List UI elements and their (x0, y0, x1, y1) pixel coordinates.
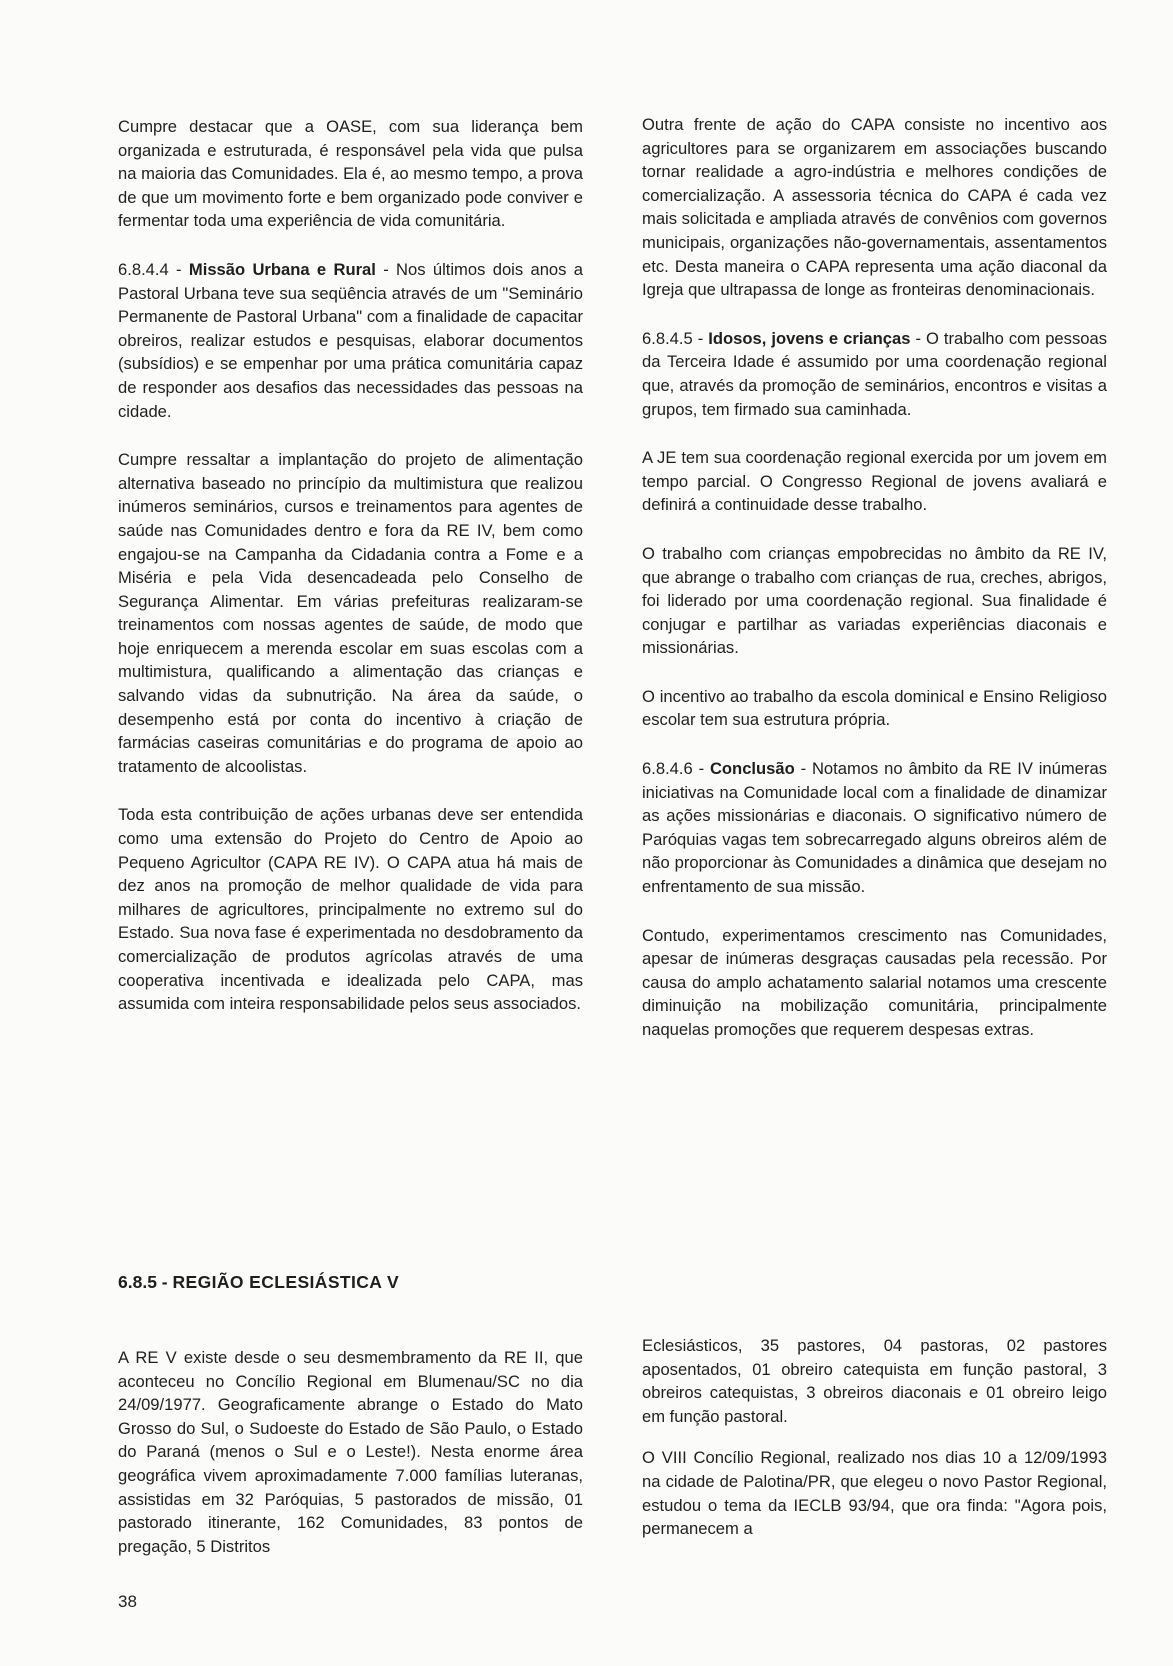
paragraph-conclusao (642, 757, 1107, 899)
left-column-bottom (118, 1346, 583, 1583)
section-text: - Notamos no âmbito da RE IV inúmeras iniciativas na Comunidade local com a finalidade de dinamizar as ações missionárias e diaconais. O significativo número de Paróquias vagas tem sobrecarregado alguns obreiros além de não proporcionar às Comunidades a dinâmica que desejam no enfrentamento de sua missão. (642, 759, 1107, 897)
section-text: - O trabalho com pessoas da Terceira Idade é assumido por uma coordenação regional que, através da promoção de seminários, encontros e visitas a grupos, tem firmado sua caminhada. (642, 328, 1108, 419)
paragraph-re-v-obreiros: Eclesiásticos, 35 pastores, 04 pastoras, 02 pastores aposentados, 01 obreiro catequista em função pastoral, 3 obreiros catequistas, 3 obreiros diaconais e 01 obreiro leigo em função pastoral. (642, 1336, 1107, 1426)
section-title-missao-urbana: Missão Urbana e Rural (188, 259, 376, 279)
section-heading-title: REGIÃO ECLESIÁSTICA V (172, 1272, 400, 1292)
section-number: 6.8.4.5 - (642, 328, 709, 348)
paragraph-capa-frente: Outra frente de ação do CAPA consiste no incentivo aos agricultores para se organizarem em associações buscando tornar realidade a agro-indústria e melhores condições de comercialização. A assessoria técnica do CAPA é cada vez mais solicitada e ampliada através de convênios com governos municipais, organizações não-governamentais, assentamentos etc. Desta maneira o CAPA representa uma ação diaconal da Igreja que ultrapassa de longe as fronteiras denominacionais. (642, 115, 1107, 300)
paragraph-re-v-origem: A RE V existe desde o seu desmembramento da RE II, que aconteceu no Concílio Regional em Blumenau/SC no dia 24/09/1977. Geograficamente abrange o Estado do Mato Grosso do Sul, o Sudoeste do Estado de São Paulo, o Estado do Paraná (menos o Sul e o Leste!). Nesta enorme área geográfica vivem aproximadamente 7.000 famílias luteranas, assistidas em 32 Paróquias, 5 pastorados de missão, 01 pastorado itinerante, 162 Comunidades, 83 pontos de pregação, 5 Distritos (118, 1348, 583, 1556)
paragraph-oase: Cumpre destacar que a OASE, com sua liderança bem organizada e estruturada, é responsável pela vida que pulsa na maioria das Comunidades. Ela é, ao mesmo tempo, a prova de que um movimento forte e bem organizado pode conviver e fermentar toda uma experiência de vida comunitária. (118, 117, 583, 231)
section-heading-number: 6.8.5 - (118, 1272, 173, 1292)
section-title-idosos: Idosos, jovens e crianças (708, 328, 911, 348)
paragraph-concilio: O VIII Concílio Regional, realizado nos dias 10 a 12/09/1993 na cidade de Palotina/PR, que elegeu o novo Pastor Regional, estudou o tema da IECLB 93/94, que ora finda: "Agora pois, permanecem a (642, 1448, 1107, 1539)
section-title-conclusao: Conclusão (709, 759, 795, 779)
paragraph-criancas: O trabalho com crianças empobrecidas no âmbito da RE IV, que abrange o trabalho com crianças de rua, creches, abrigos, foi liderado por uma coordenação regional. Sua finalidade é conjugar e partilhar as variadas experiências diaconais e missionárias. (642, 543, 1107, 658)
paragraph-escola-dominical: O incentivo ao trabalho da escola dominical e Ensino Religioso escolar tem sua estrutura própria. (642, 686, 1107, 730)
section-number: 6.8.4.4 - (118, 259, 189, 279)
left-column-top (118, 115, 583, 1041)
paragraph-crescimento: Contudo, experimentamos crescimento nas Comunidades, apesar de inúmeras desgraças causadas pela recessão. Por causa do amplo achatamento salarial notamos uma crescente diminuição na mobilização comunitária, principalmente naquelas promoções que requerem despesas extras. (642, 925, 1107, 1039)
section-heading-re-v (118, 1270, 399, 1294)
right-column-bottom (642, 1334, 1107, 1559)
right-column-top (642, 113, 1107, 1067)
paragraph-capa: Toda esta contribuição de ações urbanas deve ser entendida como uma extensão do Projeto do Centro de Apoio ao Pequeno Agricultor (CAPA RE IV). O CAPA atua há mais de dez anos na promoção de melhor qualidade de vida para milhares de agricultores, principalmente no extremo sul do Estado. Sua nova fase é experimentada no desdobramento da comercialização de produtos agrícolas através de uma cooperativa incentivada e idealizada pelo CAPA, mas assumida com inteira responsabilidade pelos seus associados. (118, 805, 583, 1014)
paragraph-missao-urbana (118, 258, 583, 423)
section-number: 6.8.4.6 - (642, 759, 710, 779)
section-text: - Nos últimos dois anos a Pastoral Urbana teve sua seqüência através de um "Seminário Permanente de Pastoral Urbana" com a finalidade de capacitar obreiros, realizar estudos e pesquisas, elaborar documentos (subsídios) e se empenhar por uma prática comunitária capaz de responder aos desafios das necessidades das pessoas na cidade. (118, 259, 583, 421)
paragraph-je: A JE tem sua coordenação regional exercida por um jovem em tempo parcial. O Congresso Regional de jovens avaliará e definirá a continuidade desse trabalho. (642, 448, 1107, 515)
paragraph-idosos (642, 327, 1107, 421)
page-number: 38 (118, 1592, 137, 1611)
paragraph-alimentacao: Cumpre ressaltar a implantação do projeto de alimentação alternativa baseado no princípio da multimistura que realizou inúmeros seminários, cursos e treinamentos para agentes de saúde nas Comunidades dentro e fora da RE IV, bem como engajou-se na Campanha da Cidadania contra a Fome e a Miséria e pela Vida desencadeada pelo Conselho de Segurança Alimentar. Em várias prefeituras realizaram-se treinamentos com nossas agentes de saúde, de modo que hoje enriquecem a merenda escolar em suas escolas com a multimistura, qualificando a alimentação das crianças e salvando vidas da subnutrição. Na área da saúde, o desempenho está por conta do incentivo à criação de farmácias caseiras comunitárias e do programa de apoio ao tratamento de alcoolistas. (118, 450, 583, 776)
